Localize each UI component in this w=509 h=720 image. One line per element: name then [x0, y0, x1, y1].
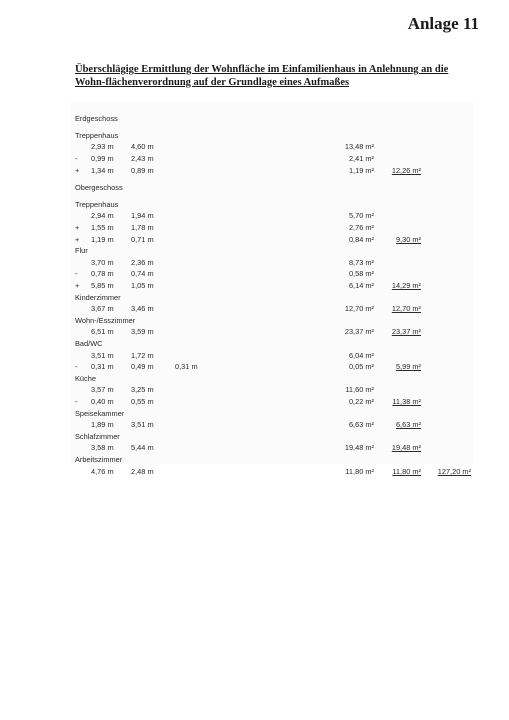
width-value: 0,49 m — [131, 362, 154, 372]
room-label-row — [70, 374, 474, 384]
measurement-row — [70, 327, 474, 337]
room-label: Kinderzimmer — [75, 292, 121, 302]
measurement-row — [70, 235, 474, 245]
length-value: 0,40 m — [91, 397, 114, 406]
area-value: 13,48 m² — [344, 142, 374, 152]
room-label: Küche — [75, 373, 96, 383]
measurement-row — [70, 397, 474, 407]
length-value: 1,55 m — [91, 223, 114, 232]
operator-sign: - — [75, 397, 78, 406]
length-value: 0,31 m — [91, 362, 114, 372]
room-sum: 9,30 m² — [395, 234, 421, 244]
room-label-row — [70, 114, 474, 124]
width-value: 3,51 m — [131, 420, 154, 430]
length-value: 3,51 m — [91, 350, 114, 360]
area-calculation-table — [70, 102, 474, 476]
width-value: 5,44 m — [131, 443, 154, 453]
measurement-row — [70, 467, 474, 477]
measurement-row — [70, 142, 474, 152]
area-value: 6,63 m² — [348, 420, 374, 430]
document-heading — [75, 64, 480, 89]
measurement-row — [70, 269, 474, 279]
room-label: Erdgeschoss — [75, 113, 118, 123]
heading-text: Überschlägige Ermittlung der Wohnfläche im Einfamilienhaus in Anlehnung an die Wohn-flächenverordnung auf der Grundlage eines Aufmaßes — [75, 64, 449, 88]
length-value: 0,78 m — [91, 269, 114, 279]
room-label-row — [70, 316, 474, 326]
length-value: 3,67 m — [91, 304, 114, 314]
room-label-row — [70, 246, 474, 256]
length-value: 6,51 m — [91, 327, 114, 337]
area-value: 0,58 m² — [348, 269, 374, 279]
measurement-row — [70, 154, 474, 164]
area-value: 0,84 m² — [348, 234, 374, 244]
measurement-row — [70, 281, 474, 291]
area-value: 11,80 m² — [345, 466, 374, 476]
room-label-row — [70, 131, 474, 141]
length-value: 4,76 m — [91, 466, 114, 476]
operator-sign: + — [75, 223, 80, 232]
room-sum: 11,80 m² — [392, 466, 421, 476]
measurement-row — [70, 385, 474, 395]
room-sum: 6,63 m² — [395, 420, 421, 430]
width-value: 1,78 m — [131, 223, 154, 232]
room-label-row — [70, 432, 474, 442]
width-value: 1,94 m — [131, 211, 154, 221]
room-sum: 5,99 m² — [395, 362, 421, 372]
operator-sign: + — [75, 281, 80, 290]
area-value: 6,14 m² — [348, 281, 374, 290]
width-value: 0,74 m — [131, 269, 154, 279]
extra-dimension-value: 0,31 m — [175, 362, 198, 372]
area-value: 19,48 m² — [344, 443, 374, 453]
room-label: Speisekammer — [75, 408, 125, 418]
area-value: 1,19 m² — [348, 165, 374, 175]
room-label-row — [70, 339, 474, 349]
length-value: 2,93 m — [91, 142, 114, 152]
width-value: 3,46 m — [131, 304, 154, 314]
room-label-row — [70, 409, 474, 419]
operator-sign: - — [75, 269, 78, 279]
room-label: Arbeitszimmer — [75, 455, 123, 464]
length-value: 1,34 m — [91, 165, 114, 175]
length-value: 1,19 m — [91, 234, 114, 244]
room-sum: 23,37 m² — [391, 327, 421, 337]
length-value: 0,99 m — [91, 154, 114, 163]
length-value: 2,94 m — [91, 211, 114, 221]
grand-total: 127,20 m² — [437, 466, 471, 476]
measurement-row — [70, 362, 474, 372]
area-value: 0,22 m² — [348, 397, 374, 406]
area-value: 23,37 m² — [344, 327, 374, 337]
width-value: 1,05 m — [131, 281, 154, 290]
annex-label: Anlage 11 — [407, 14, 479, 33]
measurement-row — [70, 420, 474, 430]
length-value: 1,89 m — [91, 420, 114, 430]
area-value: 2,41 m² — [348, 154, 374, 163]
measurement-row — [70, 304, 474, 314]
area-value: 11,60 m² — [345, 385, 374, 395]
measurement-row — [70, 258, 474, 268]
room-sum: 19,48 m² — [391, 443, 421, 453]
room-sum: 12,26 m² — [391, 165, 421, 175]
measurement-row — [70, 166, 474, 176]
room-label-row — [70, 183, 474, 193]
area-value: 0,05 m² — [348, 362, 374, 372]
room-label: Schlafzimmer — [75, 431, 120, 441]
room-label-row — [70, 293, 474, 303]
length-value: 3,70 m — [91, 257, 114, 267]
area-value: 2,76 m² — [348, 223, 374, 232]
measurement-row — [70, 211, 474, 221]
room-sum: 12,70 m² — [391, 304, 421, 314]
width-value: 0,71 m — [131, 234, 154, 244]
width-value: 0,55 m — [131, 397, 154, 406]
width-value: 1,72 m — [131, 350, 154, 360]
width-value: 3,25 m — [131, 385, 154, 395]
length-value: 3,57 m — [91, 385, 114, 395]
operator-sign: - — [75, 362, 78, 372]
length-value: 3,58 m — [91, 443, 114, 453]
width-value: 4,60 m — [131, 142, 154, 152]
area-value: 6,04 m² — [348, 350, 374, 360]
room-label-row — [70, 455, 474, 465]
room-label: Treppenhaus — [75, 199, 119, 209]
width-value: 0,89 m — [131, 165, 154, 175]
area-value: 8,73 m² — [348, 257, 374, 267]
room-label: Treppenhaus — [75, 130, 119, 140]
room-label: Wohn-/Esszimmer — [75, 315, 136, 325]
area-value: 5,70 m² — [348, 211, 374, 221]
room-label: Bad/WC — [75, 339, 103, 348]
measurement-row — [70, 443, 474, 453]
measurement-row — [70, 223, 474, 233]
measurement-row — [70, 351, 474, 361]
length-value: 5,85 m — [91, 281, 114, 290]
width-value: 3,59 m — [131, 327, 154, 337]
room-label: Obergeschoss — [75, 182, 123, 192]
room-label-row — [70, 200, 474, 210]
operator-sign: + — [75, 165, 80, 175]
width-value: 2,48 m — [131, 466, 154, 476]
operator-sign: + — [75, 234, 80, 244]
width-value: 2,43 m — [131, 154, 154, 163]
operator-sign: - — [75, 154, 78, 163]
area-value: 12,70 m² — [344, 304, 374, 314]
room-sum: 14,29 m² — [391, 281, 421, 290]
room-sum: 11,38 m² — [392, 397, 421, 406]
width-value: 2,36 m — [131, 257, 154, 267]
room-label: Flur — [75, 246, 88, 256]
